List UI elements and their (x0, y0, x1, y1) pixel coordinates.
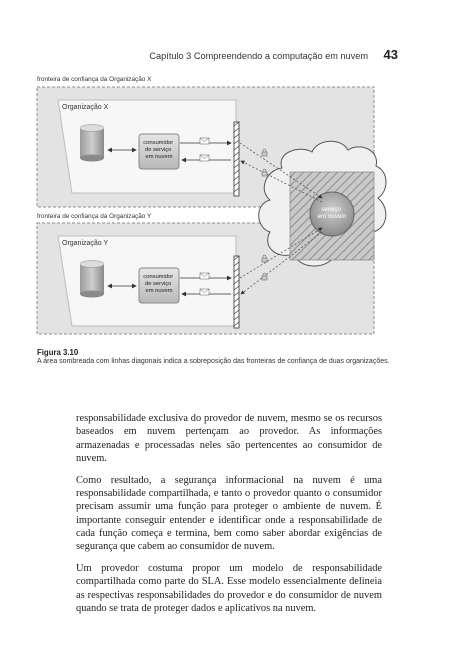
message-envelope-icon (200, 289, 209, 295)
message-envelope-icon (200, 138, 209, 144)
organization-x-label: Organização X (62, 104, 109, 111)
page-number: 43 (383, 47, 398, 62)
service-consumer-y-label: consumidor de serviço em nuvem (143, 274, 174, 294)
message-envelope-icon (200, 273, 209, 279)
trust-boundary-y-label: fronteira de confiança da Organização Y (37, 213, 152, 220)
running-header-chapter: Capítulo 3 Compreendendo a computação em nuvem (149, 51, 368, 61)
service-consumer-x-label: consumidor de serviço em nuvem (143, 140, 174, 160)
organization-y-label: Organização Y (62, 240, 109, 247)
message-envelope-icon (200, 155, 209, 161)
firewall-y-icon (234, 256, 239, 328)
firewall-x-icon (234, 122, 239, 196)
trust-boundary-x-label: fronteira de confiança da Organização X (37, 76, 152, 83)
paragraph: responsabilidade exclusiva do provedor de nuvem, mesmo se os recursos baseados em nuvem pertençam ao provedor. As informações armazenadas e processadas neles são pertencentes ao consumidor de nuvem. (76, 413, 382, 464)
figure-caption: A área sombreada com linhas diagonais indica a sobreposição das fronteiras de confiança de duas organizações. (37, 358, 390, 365)
body-text (76, 412, 382, 624)
cloud-service-label: serviço em nuvem (317, 206, 347, 220)
figure-label: Figura 3.10 (37, 348, 79, 357)
database-x-icon (80, 125, 104, 162)
paragraph: Como resultado, a segurança informacional na nuvem é uma responsabilidade compartilhada, e tanto o provedor quanto o consumidor precisam assumir uma função para proteger o ambiente de nuvem. É importante conseguir entender e identificar onde a responsabilidade de cada função começa e termina, bem como saber abordar exigências de segurança que cabem ao consumidor de nuvem. (76, 474, 382, 553)
paragraph: Um provedor costuma propor um modelo de responsabilidade compartilhada como parte do SLA. Esse modelo essencialmente delineia as respectivas responsabilidades do provedor e do consumidor de nuvem quando se trata de proteger dados e aplicativos na nuvem. (76, 562, 382, 614)
database-y-icon (80, 261, 104, 298)
